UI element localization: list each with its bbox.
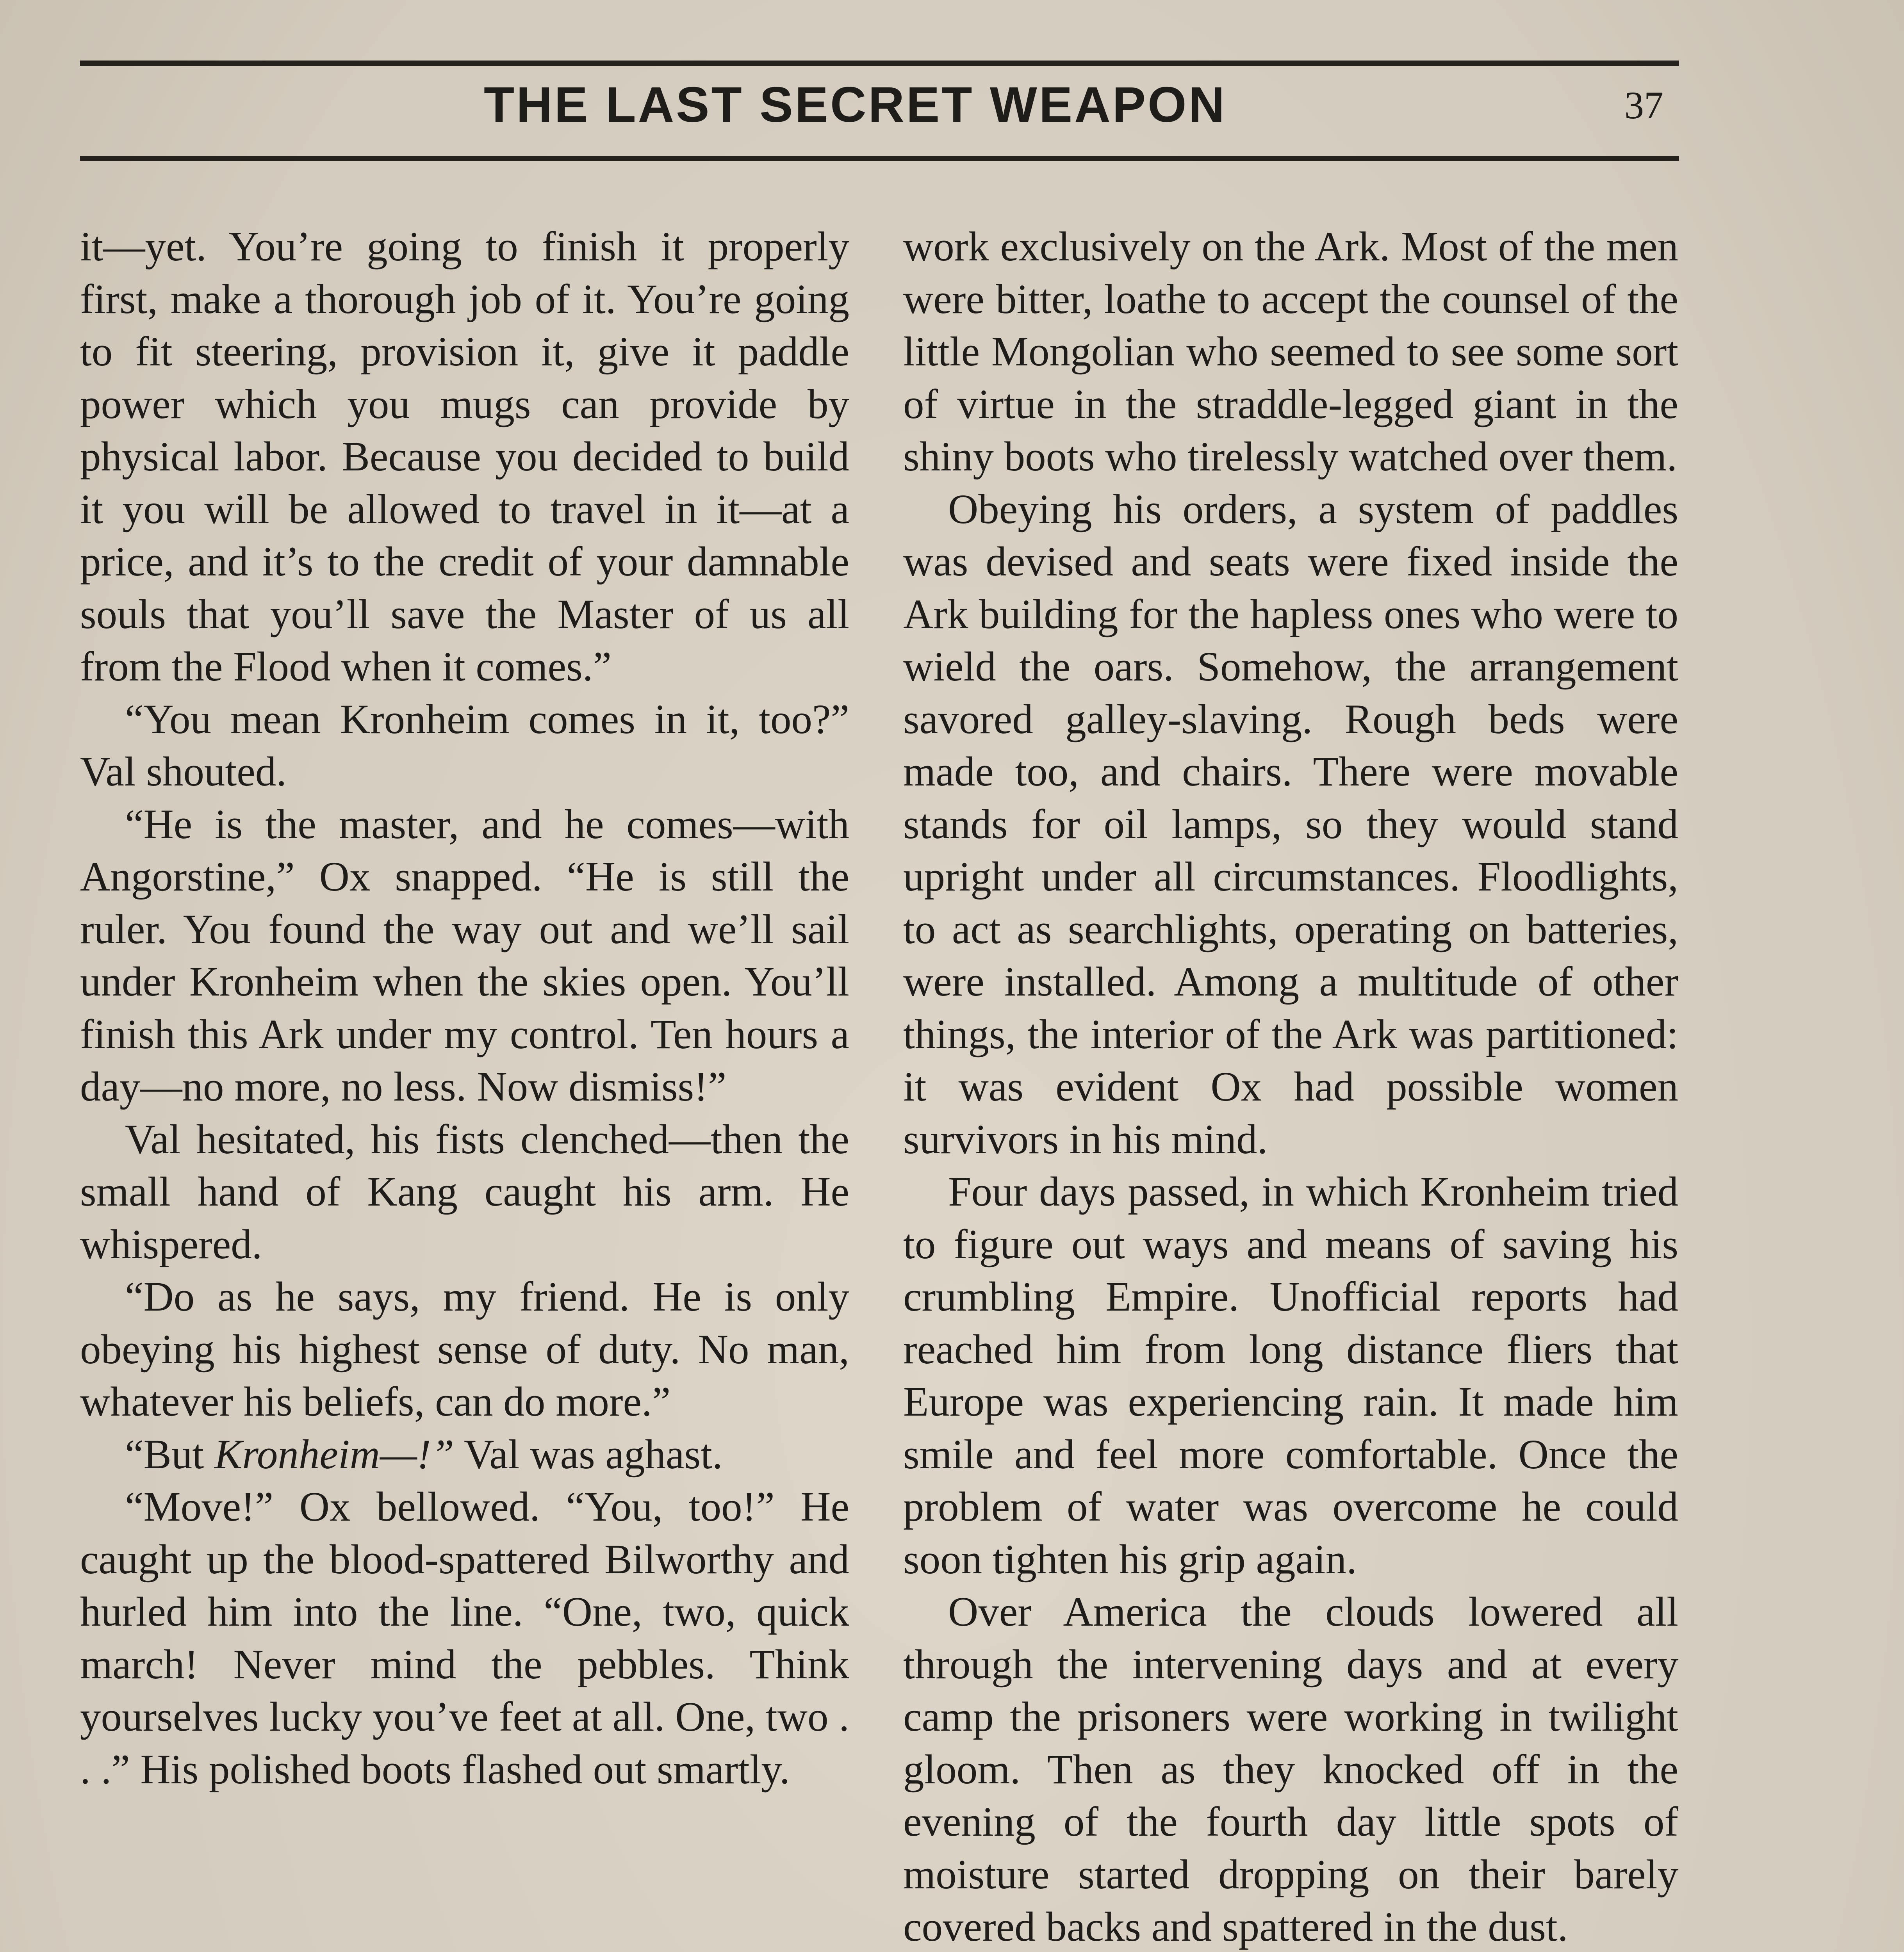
right-column: [903, 221, 1678, 1952]
header-rule-bottom: [80, 156, 1679, 161]
running-title: THE LAST SECRET WEAPON: [483, 77, 1227, 133]
text-run: “But: [125, 1431, 214, 1478]
italic-text: Kronheim—!”: [214, 1431, 455, 1478]
paragraph: Over America the clouds lowered all through the intervening days and at every camp the prisoners were working in twilight gloom. Then as they knocked off in the evening of the fourth day little spots of moisture started dropping on their barely covered backs and spattered in the dust.: [903, 1589, 1678, 1950]
page-number: 37: [1624, 84, 1663, 127]
paragraph: Four days passed, in which Kronheim tried to figure out ways and means of saving his crumbling Empire. Unofficial reports had reached him from long distance fliers that Europe was experiencing rain. It made him smile and feel more comfortable. Once the problem of water was overcome he could soon tighten his grip again.: [903, 1169, 1678, 1583]
paragraph: “You mean Kronheim comes in it, too?” Val shouted.: [80, 696, 849, 795]
paragraph: [80, 1428, 849, 1481]
paragraph: “He is the master, and he comes—with Angorstine,” Ox snapped. “He is still the ruler. You found the way out and we’ll sail under Kronheim when the skies open. You’ll finish this Ark under my control. Ten hours a day—no more, no less. Now dismiss!”: [80, 801, 849, 1110]
paragraph: it—yet. You’re going to finish it properly first, make a thorough job of it. You’re going to fit steering, provision it, give it paddle power which you mugs can provide by physical labor. Because you decided to build it you will be allowed to travel in it—at a price, and it’s to the credit of your damnable souls that you’ll save the Master of us all from the Flood when it comes.”: [80, 224, 849, 690]
paragraph: “Move!” Ox bellowed. “You, too!” He caught up the blood-spattered Bilworthy and hurled him into the line. “One, two, quick march! Never mind the pebbles. Think yourselves lucky you’ve feet at all. One, two . . .” His polished boots flashed out smartly.: [80, 1484, 849, 1793]
left-column: [80, 221, 849, 1796]
paragraph: Val hesitated, his fists clenched—then the small hand of Kang caught his arm. He whispered.: [80, 1116, 849, 1268]
paragraph: Obeying his orders, a system of paddles was devised and seats were fixed inside the Ark building for the hapless ones who were to wield the oars. Somehow, the arrangement savored galley-slaving. Rough beds were made too, and chairs. There were movable stands for oil lamps, so they would stand upright under all circumstances. Floodlights, to act as searchlights, operating on batteries, were installed. Among a multitude of other things, the interior of the Ark was partitioned: it was evident Ox had possible women survivors in his mind.: [903, 486, 1678, 1163]
text-run: Val was aghast.: [454, 1431, 723, 1478]
paragraph: work exclusively on the Ark. Most of the men were bitter, loathe to accept the counsel of the little Mongolian who seemed to see some sort of virtue in the straddle-legged giant in the shiny boots who tirelessly watched over them.: [903, 224, 1678, 480]
header-rule-top: [80, 61, 1679, 66]
paragraph: “Do as he says, my friend. He is only obeying his highest sense of duty. No man, whatever his beliefs, can do more.”: [80, 1274, 849, 1425]
